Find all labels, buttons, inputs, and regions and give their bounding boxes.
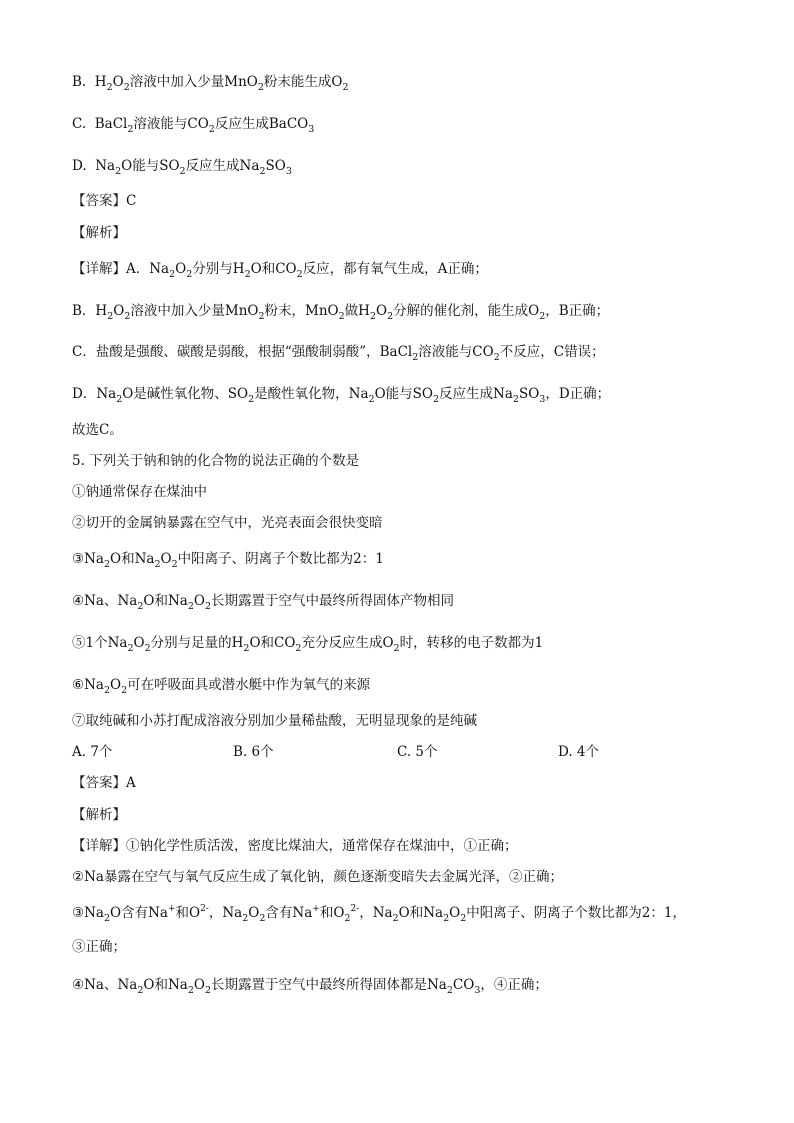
text-run: O是碱性氧化物、SO [122,386,249,402]
subscript: 2 [137,985,144,996]
text-run: O [112,74,124,90]
text-run: 是酸性氧化物，Na [254,386,369,402]
text-run: 分别与足量的H [150,635,244,651]
subscript: 2 [368,394,375,405]
q5-item-3 [72,549,384,571]
text-run: O [110,677,122,693]
q5-choice-c: C. 5个 [397,744,438,760]
text-run: ④Na、Na [72,977,138,993]
q4-option-b [72,72,349,94]
text-run: O [248,905,260,921]
text-run: 分解的催化剂，能生成O [393,303,540,319]
q5-item-6 [72,675,370,697]
subscript: 2 [107,311,114,322]
q5-detail-3-cont [72,937,126,957]
q4-answer [72,191,136,211]
text-run: O和Na [110,551,155,567]
subscript: 2 [186,269,193,280]
subscript: 2 [103,685,111,696]
text-run: ①钠通常保存在煤油中 [72,484,207,500]
subscript: 3 [308,124,315,135]
subscript: 2 [539,311,546,322]
text-run: CO [452,977,475,993]
text-run: SO [265,158,286,174]
subscript: 2 [169,269,176,280]
text-run: 反应生成Na [185,158,260,174]
q4-detail-d [72,384,610,406]
text-run: O和Na [143,593,188,609]
q4-option-d [72,156,292,178]
subscript: 2 [338,311,345,322]
q4-conclusion: 故选C。 [72,422,123,438]
text-run: 反应，都有氧气生成，A正确； [302,261,488,277]
superscript: 2- [350,904,360,914]
subscript: 2 [137,601,144,612]
subscript: 2 [259,166,266,177]
superscript: + [167,904,176,914]
text-run: O [113,303,125,319]
q5-answer [72,773,136,793]
subscript: 2 [296,269,303,280]
subscript: 2 [115,166,122,177]
text-run: B．H [72,303,108,319]
text-run: 和O [175,905,201,921]
text-run: O [449,905,461,921]
subscript: 2 [243,643,250,654]
q4-detail-b [72,301,609,323]
answer-label: 【答案】 [72,193,126,209]
text-run: C. BaCl [72,116,128,132]
text-run: O含有Na [110,905,168,921]
subscript: 2 [244,269,251,280]
subscript: 2 [103,559,111,570]
subscript: 2 [121,685,128,696]
text-run: ，Na [359,905,393,921]
text-run: SO [518,386,540,402]
text-run: 含有Na [265,905,313,921]
subscript: 2 [127,124,134,135]
subscript: 3 [474,985,481,996]
subscript: 3 [539,394,546,405]
text-run: C．盐酸是强酸、碳酸是弱酸，根据“强酸制弱酸”，BaCl [72,344,413,360]
subscript: 2 [392,913,399,924]
text-run: 【详解】①钠化学性质活泼，密度比煤油大，通常保存在煤油中，①正确； [72,838,518,854]
q5-detail-4 [72,975,548,997]
q5-choice-a: A. 7个 [72,744,113,760]
subscript: 3 [285,166,292,177]
subscript: 2 [412,352,419,363]
text-run: O [160,551,172,567]
text-run: O [193,977,205,993]
superscript: + [312,904,320,914]
text-run: ，Na [208,905,243,921]
q5-item-1 [72,482,207,502]
text-run: O和CO [249,635,296,651]
text-run: ③正确； [72,939,126,955]
text-run: O [133,635,145,651]
q4-analysis-label: 【解析】 [72,225,126,241]
text-run: 粉末，MnO [264,303,339,319]
text-run: D．Na [72,386,117,402]
q5-choice-d: D. 4个 [558,744,600,760]
subscript: 2 [393,643,400,654]
q4-detail-a [72,259,488,281]
subscript: 2 [144,643,151,654]
text-run: ④Na、Na [72,593,138,609]
subscript: 2 [179,166,186,177]
text-run: ，④正确； [480,977,548,993]
text-run: 粉末能生成O [263,74,343,90]
text-run: O能与SO [121,158,180,174]
subscript: 2 [369,311,376,322]
text-run: ⑥Na [72,677,104,693]
text-run: 溶液能与CO [133,116,209,132]
subscript: 2 [124,311,131,322]
q5-detail-2 [72,867,563,887]
subscript: 2 [443,913,450,924]
q5-stem: 5. 下列关于钠和钠的化合物的说法正确的个数是 [72,453,360,469]
subscript: 2 [432,394,440,405]
text-run: 溶液能与CO [418,344,494,360]
subscript: 2 [106,82,113,93]
subscript: 2 [512,394,519,405]
text-run: ，D正确； [545,386,611,402]
text-run: ⑤1个Na [72,635,128,651]
text-run: 可在呼吸面具或潜水艇中作为氧气的来源 [127,677,371,693]
subscript: 2 [127,643,134,654]
q5-item-7 [72,711,477,731]
subscript: 2 [446,985,453,996]
subscript: 2 [123,82,130,93]
text-run: O能与SO [374,386,433,402]
answer-value: C [126,193,137,209]
subscript: 2 [387,311,394,322]
text-run: 中阳离子、阴离子个数比都为2：1， [466,905,686,921]
subscript: 2 [248,394,255,405]
text-run: B. H [72,74,107,90]
text-run: 和O [319,905,345,921]
text-run: 【详解】A．Na [72,261,170,277]
subscript: 2 [295,643,302,654]
text-run: 反应生成Na [439,386,513,402]
subscript: 2 [242,913,249,924]
q5-analysis-label: 【解析】 [72,807,126,823]
text-run: O和Na [398,905,444,921]
q5-detail-3 [72,903,686,925]
subscript: 2 [204,601,211,612]
text-run: O和Na [143,977,188,993]
q4-detail-c [72,342,605,364]
subscript: 2 [208,124,215,135]
q5-item-4 [72,591,454,613]
text-run: ②切开的金属钠暴露在空气中，光亮表面会很快变暗 [72,515,383,531]
subscript: 2 [258,311,265,322]
text-run: 时，转移的电子数都为1 [399,635,544,651]
subscript: 2 [204,985,211,996]
text-run: 溶液中加入少量MnO [130,303,259,319]
subscript: 2 [154,559,161,570]
q4-option-c [72,114,314,136]
text-run: 长期露置于空气中最终所得固体产物相同 [210,593,454,609]
text-run: 长期露置于空气中最终所得固体都是Na [210,977,447,993]
text-run: O和CO [250,261,297,277]
text-run: 不反应，C错误； [499,344,605,360]
text-run: 溶液中加入少量MnO [129,74,258,90]
q5-item-2 [72,513,383,533]
subscript: 2 [342,82,349,93]
text-run: 分别与H [192,261,245,277]
q5-item-5 [72,633,543,655]
subscript: 2 [187,601,194,612]
superscript: 2- [200,904,209,914]
subscript: 2 [493,352,500,363]
subscript: 2 [187,985,194,996]
subscript: 2 [103,913,111,924]
text-run: O [375,303,388,319]
text-run: D. Na [72,158,116,174]
text-run: 做H [344,303,370,319]
text-run: ⑦取纯碱和小苏打配成溶液分别加少量稀盐酸，无明显现象的是纯碱 [72,713,477,729]
subscript: 2 [344,913,351,924]
answer-label: 【答案】 [72,775,126,791]
subscript: 2 [257,82,264,93]
subscript: 2 [171,559,178,570]
text-run: ③Na [72,551,104,567]
text-run: O [175,261,187,277]
text-run: 中阳离子、阴离子个数比都为2：1 [177,551,384,567]
text-run: 充分反应生成O [301,635,394,651]
text-run: ③Na [72,905,104,921]
subscript: 2 [116,394,123,405]
text-run: O [193,593,205,609]
subscript: 2 [460,913,467,924]
text-run: ，B正确； [545,303,610,319]
text-run: ②Na暴露在空气与氧气反应生成了氧化钠，颜色逐渐变暗失去金属光泽，②正确； [72,869,563,885]
subscript: 2 [259,913,266,924]
text-run: 反应生成BaCO [214,116,309,132]
q5-choice-b: B. 6个 [233,744,274,760]
q5-detail-1 [72,836,518,856]
answer-value: A [126,775,136,791]
